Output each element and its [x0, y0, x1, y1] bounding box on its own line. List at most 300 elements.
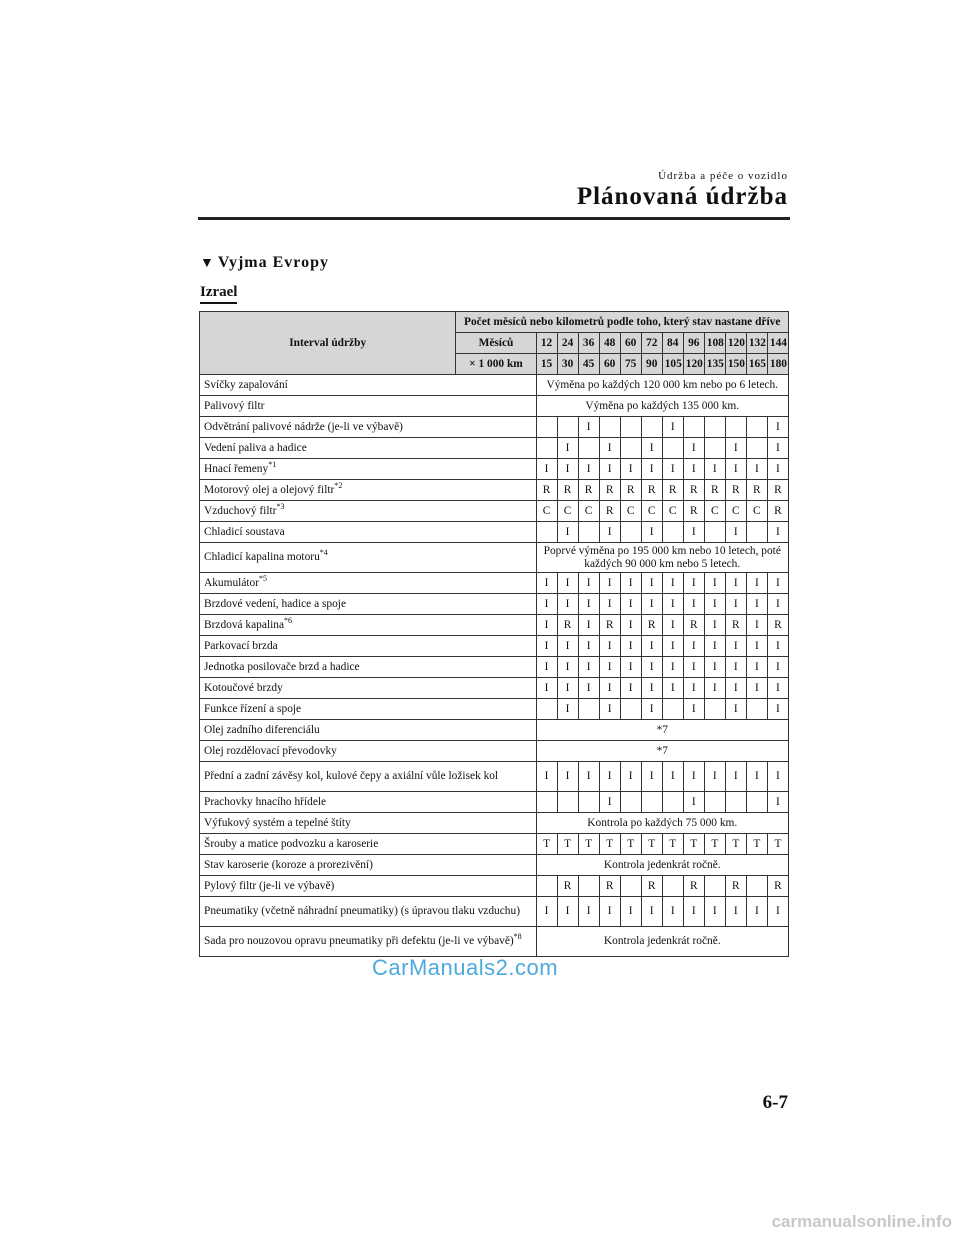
schedule-cell: I: [662, 636, 683, 657]
months-cell: 48: [599, 333, 620, 354]
table-row: [200, 375, 789, 396]
schedule-cell: [704, 699, 725, 720]
header-subtitle: Údržba a péče o vozidlo: [658, 170, 788, 182]
months-cell: 12: [536, 333, 557, 354]
row-label: Šrouby a matice podvozku a karoserie: [204, 837, 379, 850]
schedule-cell: I: [557, 438, 578, 459]
row-label: Odvětrání palivové nádrže (je-li ve výbavě): [204, 420, 403, 433]
months-cell: 36: [578, 333, 599, 354]
km-label: × 1 000 km: [456, 354, 536, 375]
table-row: [200, 876, 789, 897]
schedule-cell: I: [767, 417, 788, 438]
schedule-cell: I: [767, 657, 788, 678]
interval-note: Kontrola po každých 75 000 km.: [536, 813, 788, 834]
schedule-cell: T: [662, 834, 683, 855]
schedule-cell: I: [557, 636, 578, 657]
months-cell: 72: [641, 333, 662, 354]
table-row: [200, 480, 789, 501]
schedule-cell: I: [599, 459, 620, 480]
table-row: [200, 813, 789, 834]
table-row: [200, 396, 789, 417]
schedule-cell: C: [641, 501, 662, 522]
schedule-cell: I: [683, 438, 704, 459]
schedule-cell: [578, 699, 599, 720]
row-label: Přední a zadní závěsy kol, kulové čepy a axiální vůle ložisek kol: [204, 770, 499, 782]
schedule-cell: I: [641, 678, 662, 699]
schedule-cell: [620, 699, 641, 720]
row-label: Vzduchový filtr: [204, 504, 277, 517]
schedule-cell: I: [578, 678, 599, 699]
schedule-cell: C: [704, 501, 725, 522]
interval-note: Výměna po každých 120 000 km nebo po 6 letech.: [536, 375, 788, 396]
schedule-cell: I: [641, 657, 662, 678]
row-label-cell: [200, 876, 537, 897]
schedule-cell: I: [767, 594, 788, 615]
schedule-cell: R: [725, 480, 746, 501]
footnote-ref: *8: [513, 932, 522, 942]
schedule-cell: I: [767, 459, 788, 480]
schedule-cell: I: [725, 699, 746, 720]
km-cell: 30: [557, 354, 578, 375]
schedule-cell: [662, 699, 683, 720]
table-row: [200, 678, 789, 699]
watermark: CarManuals2.com: [372, 955, 559, 980]
footnote-ref: *3: [276, 501, 285, 511]
schedule-cell: I: [725, 657, 746, 678]
schedule-cell: R: [641, 615, 662, 636]
schedule-cell: R: [767, 480, 788, 501]
schedule-cell: I: [725, 678, 746, 699]
schedule-cell: I: [536, 636, 557, 657]
table-row: [200, 762, 789, 792]
schedule-cell: [704, 876, 725, 897]
interval-note: Výměna po každých 135 000 km.: [536, 396, 788, 417]
schedule-cell: R: [557, 876, 578, 897]
interval-note: Kontrola jedenkrát ročně.: [536, 855, 788, 876]
row-label: Brzdová kapalina: [204, 618, 285, 631]
schedule-cell: I: [683, 594, 704, 615]
schedule-cell: [578, 438, 599, 459]
schedule-cell: I: [557, 897, 578, 927]
months-label: Měsíců: [456, 333, 536, 354]
schedule-cell: [536, 438, 557, 459]
schedule-cell: I: [683, 522, 704, 543]
schedule-cell: I: [725, 438, 746, 459]
schedule-cell: I: [536, 615, 557, 636]
section-title: Vyjma Evropy: [217, 254, 329, 271]
schedule-cell: R: [662, 480, 683, 501]
schedule-cell: I: [662, 573, 683, 594]
schedule-cell: I: [683, 762, 704, 792]
row-label: Funkce řízení a spoje: [204, 702, 302, 715]
schedule-cell: R: [557, 615, 578, 636]
schedule-cell: [557, 417, 578, 438]
schedule-cell: C: [557, 501, 578, 522]
interval-note: *7: [536, 741, 788, 762]
schedule-cell: [536, 417, 557, 438]
row-label-cell: [200, 855, 537, 876]
schedule-cell: I: [620, 615, 641, 636]
schedule-cell: I: [683, 678, 704, 699]
table-row: [200, 927, 789, 957]
schedule-cell: R: [725, 876, 746, 897]
schedule-cell: I: [746, 636, 767, 657]
months-cell: 108: [704, 333, 725, 354]
schedule-cell: R: [767, 615, 788, 636]
schedule-cell: I: [578, 615, 599, 636]
schedule-cell: T: [746, 834, 767, 855]
table-row: [200, 834, 789, 855]
footnote-ref: *2: [334, 480, 343, 490]
schedule-cell: I: [704, 897, 725, 927]
km-cell: 75: [620, 354, 641, 375]
schedule-cell: I: [641, 459, 662, 480]
row-label-cell: [200, 741, 537, 762]
months-cell: 132: [746, 333, 767, 354]
km-cell: 120: [683, 354, 704, 375]
interval-note: Poprvé výměna po 195 000 km nebo 10 letech, poté každých 90 000 km nebo 5 letech.: [536, 543, 788, 573]
schedule-cell: I: [557, 678, 578, 699]
schedule-cell: [746, 438, 767, 459]
table-row: [200, 459, 789, 480]
footnote-ref: *6: [284, 615, 293, 625]
schedule-cell: I: [578, 657, 599, 678]
schedule-cell: [536, 876, 557, 897]
schedule-cell: I: [641, 897, 662, 927]
table-row: [200, 657, 789, 678]
row-label-cell: [200, 657, 537, 678]
schedule-cell: T: [557, 834, 578, 855]
km-cell: 15: [536, 354, 557, 375]
schedule-cell: I: [767, 678, 788, 699]
schedule-cell: [725, 792, 746, 813]
schedule-cell: R: [725, 615, 746, 636]
schedule-cell: I: [536, 657, 557, 678]
schedule-cell: [662, 438, 683, 459]
schedule-cell: T: [536, 834, 557, 855]
schedule-cell: I: [599, 438, 620, 459]
section-heading: [200, 254, 329, 272]
schedule-cell: I: [767, 762, 788, 792]
schedule-cell: [557, 792, 578, 813]
km-cell: 135: [704, 354, 725, 375]
row-label-cell: [200, 678, 537, 699]
row-label: Chladicí soustava: [204, 525, 285, 538]
row-label-cell: [200, 834, 537, 855]
schedule-cell: T: [683, 834, 704, 855]
row-label: Prachovky hnacího hřídele: [204, 795, 327, 808]
schedule-cell: I: [536, 762, 557, 792]
schedule-cell: I: [767, 897, 788, 927]
schedule-cell: I: [704, 678, 725, 699]
schedule-cell: [704, 417, 725, 438]
months-cell: 60: [620, 333, 641, 354]
table-row: [200, 636, 789, 657]
schedule-cell: I: [767, 573, 788, 594]
table-row: [200, 594, 789, 615]
schedule-cell: R: [746, 480, 767, 501]
schedule-cell: I: [683, 573, 704, 594]
row-label-cell: [200, 927, 537, 957]
schedule-cell: I: [746, 762, 767, 792]
schedule-cell: I: [599, 573, 620, 594]
row-label-cell: [200, 594, 537, 615]
schedule-cell: R: [683, 876, 704, 897]
schedule-cell: C: [578, 501, 599, 522]
footer-site: carmanualsonline.info: [771, 1212, 952, 1231]
row-label: Pylový filtr (je-li ve výbavě): [204, 879, 335, 892]
schedule-cell: I: [725, 459, 746, 480]
schedule-cell: [536, 792, 557, 813]
row-label-cell: [200, 897, 537, 927]
schedule-cell: I: [620, 573, 641, 594]
schedule-cell: I: [683, 699, 704, 720]
km-cell: 165: [746, 354, 767, 375]
row-label-cell: [200, 459, 537, 480]
footnote-ref: *1: [268, 459, 277, 469]
schedule-cell: I: [578, 573, 599, 594]
schedule-cell: R: [641, 480, 662, 501]
row-label: Stav karoserie (koroze a prorezivění): [204, 858, 373, 871]
schedule-cell: R: [578, 480, 599, 501]
schedule-cell: [620, 417, 641, 438]
schedule-cell: I: [599, 594, 620, 615]
schedule-cell: T: [704, 834, 725, 855]
row-label-cell: [200, 543, 537, 573]
table-row: [200, 792, 789, 813]
schedule-cell: I: [704, 573, 725, 594]
schedule-cell: T: [620, 834, 641, 855]
schedule-cell: I: [599, 678, 620, 699]
schedule-cell: I: [578, 897, 599, 927]
row-label-cell: [200, 480, 537, 501]
row-label-cell: [200, 438, 537, 459]
schedule-cell: I: [599, 762, 620, 792]
schedule-cell: I: [620, 594, 641, 615]
schedule-cell: I: [599, 792, 620, 813]
row-label-cell: [200, 699, 537, 720]
table-row: [200, 897, 789, 927]
schedule-cell: I: [662, 678, 683, 699]
schedule-cell: I: [599, 897, 620, 927]
schedule-cell: [746, 417, 767, 438]
schedule-cell: I: [662, 762, 683, 792]
km-cell: 150: [725, 354, 746, 375]
schedule-cell: I: [725, 522, 746, 543]
schedule-cell: I: [620, 459, 641, 480]
row-label-cell: [200, 762, 537, 792]
interval-note: *7: [536, 720, 788, 741]
row-label: Kotoučové brzdy: [204, 681, 283, 694]
schedule-cell: I: [704, 636, 725, 657]
months-cell: 96: [683, 333, 704, 354]
schedule-cell: R: [767, 876, 788, 897]
schedule-cell: I: [746, 573, 767, 594]
schedule-cell: C: [725, 501, 746, 522]
row-label: Olej zadního diferenciálu: [204, 723, 320, 736]
schedule-cell: I: [746, 678, 767, 699]
row-label-cell: [200, 720, 537, 741]
row-label: Sada pro nouzovou opravu pneumatiky při defektu (je-li ve výbavě): [204, 935, 514, 947]
table-row: [200, 855, 789, 876]
schedule-cell: [746, 792, 767, 813]
schedule-cell: [599, 417, 620, 438]
schedule-cell: [641, 792, 662, 813]
schedule-cell: I: [536, 678, 557, 699]
row-label-cell: [200, 615, 537, 636]
schedule-cell: R: [683, 615, 704, 636]
schedule-cell: [704, 792, 725, 813]
schedule-cell: [725, 417, 746, 438]
km-cell: 60: [599, 354, 620, 375]
schedule-cell: I: [599, 699, 620, 720]
schedule-cell: [746, 522, 767, 543]
schedule-cell: [536, 699, 557, 720]
schedule-cell: [620, 876, 641, 897]
schedule-cell: I: [746, 459, 767, 480]
row-label: Hnací řemeny: [204, 462, 269, 475]
table-row: [200, 543, 789, 573]
schedule-cell: T: [641, 834, 662, 855]
schedule-cell: [578, 522, 599, 543]
schedule-cell: R: [599, 501, 620, 522]
triangle-down-icon: ▼: [200, 256, 215, 271]
maintenance-schedule-table: [199, 311, 789, 957]
row-label: Palivový filtr: [204, 399, 265, 412]
schedule-cell: [746, 876, 767, 897]
months-cell: 144: [767, 333, 788, 354]
footnote-ref: *4: [319, 548, 328, 558]
months-cell: 84: [662, 333, 683, 354]
schedule-cell: I: [536, 573, 557, 594]
schedule-cell: I: [683, 636, 704, 657]
schedule-cell: I: [641, 636, 662, 657]
row-label: Svíčky zapalování: [204, 378, 288, 391]
schedule-cell: I: [620, 762, 641, 792]
schedule-cell: [704, 438, 725, 459]
schedule-cell: I: [662, 657, 683, 678]
schedule-cell: I: [704, 594, 725, 615]
header-rule: [198, 217, 790, 220]
schedule-cell: C: [536, 501, 557, 522]
schedule-cell: C: [620, 501, 641, 522]
months-cell: 24: [557, 333, 578, 354]
table-row: [200, 615, 789, 636]
schedule-cell: I: [683, 657, 704, 678]
schedule-cell: I: [578, 594, 599, 615]
schedule-cell: I: [767, 522, 788, 543]
schedule-cell: I: [641, 762, 662, 792]
schedule-cell: [578, 792, 599, 813]
schedule-cell: I: [662, 594, 683, 615]
schedule-cell: T: [599, 834, 620, 855]
table-row: [200, 438, 789, 459]
schedule-cell: I: [725, 636, 746, 657]
schedule-cell: I: [641, 573, 662, 594]
km-cell: 105: [662, 354, 683, 375]
schedule-cell: [641, 417, 662, 438]
schedule-cell: I: [557, 699, 578, 720]
page-title: Plánovaná údržba: [576, 183, 788, 210]
row-label: Chladicí kapalina motoru: [204, 551, 320, 563]
months-cell: 120: [725, 333, 746, 354]
schedule-cell: I: [599, 657, 620, 678]
schedule-cell: I: [620, 678, 641, 699]
schedule-cell: [578, 876, 599, 897]
schedule-cell: [704, 522, 725, 543]
schedule-cell: I: [557, 459, 578, 480]
row-label: Výfukový systém a tepelné štíty: [204, 816, 351, 829]
schedule-cell: I: [662, 459, 683, 480]
schedule-cell: I: [746, 897, 767, 927]
schedule-cell: R: [557, 480, 578, 501]
schedule-cell: I: [599, 522, 620, 543]
interval-span-header: Počet měsíců nebo kilometrů podle toho, který stav nastane dříve: [456, 312, 789, 333]
schedule-cell: [662, 522, 683, 543]
row-label: Olej rozdělovací převodovky: [204, 744, 337, 757]
km-cell: 45: [578, 354, 599, 375]
schedule-cell: [662, 876, 683, 897]
table-row: [200, 501, 789, 522]
schedule-cell: I: [578, 762, 599, 792]
schedule-cell: I: [557, 594, 578, 615]
schedule-cell: I: [704, 657, 725, 678]
schedule-cell: I: [683, 792, 704, 813]
schedule-cell: I: [746, 615, 767, 636]
schedule-cell: I: [620, 897, 641, 927]
schedule-cell: I: [746, 657, 767, 678]
schedule-cell: I: [578, 417, 599, 438]
schedule-cell: R: [704, 480, 725, 501]
table-row: [200, 741, 789, 762]
schedule-cell: I: [725, 762, 746, 792]
schedule-cell: I: [704, 615, 725, 636]
schedule-cell: I: [578, 459, 599, 480]
schedule-cell: R: [536, 480, 557, 501]
row-label-cell: [200, 396, 537, 417]
row-label: Pneumatiky (včetně náhradní pneumatiky) (s úpravou tlaku vzduchu): [204, 905, 520, 917]
schedule-cell: I: [641, 438, 662, 459]
schedule-cell: T: [767, 834, 788, 855]
row-label-cell: [200, 501, 537, 522]
schedule-cell: I: [620, 657, 641, 678]
schedule-cell: I: [599, 636, 620, 657]
schedule-cell: I: [662, 417, 683, 438]
table-row: [200, 522, 789, 543]
schedule-cell: I: [662, 615, 683, 636]
table-row: [200, 720, 789, 741]
row-label: Parkovací brzda: [204, 639, 278, 652]
schedule-cell: I: [704, 459, 725, 480]
interval-note: Kontrola jedenkrát ročně.: [536, 927, 788, 957]
schedule-cell: [620, 522, 641, 543]
schedule-cell: I: [536, 594, 557, 615]
schedule-cell: I: [725, 897, 746, 927]
km-cell: 90: [641, 354, 662, 375]
schedule-cell: I: [641, 522, 662, 543]
schedule-cell: T: [578, 834, 599, 855]
row-label: Akumulátor: [204, 576, 260, 589]
row-label-cell: [200, 636, 537, 657]
footnote-ref: *5: [259, 573, 268, 583]
interval-header: Interval údržby: [200, 312, 456, 375]
schedule-cell: I: [683, 897, 704, 927]
schedule-cell: R: [683, 480, 704, 501]
schedule-cell: R: [599, 480, 620, 501]
schedule-cell: T: [725, 834, 746, 855]
schedule-cell: [662, 792, 683, 813]
schedule-cell: I: [578, 636, 599, 657]
